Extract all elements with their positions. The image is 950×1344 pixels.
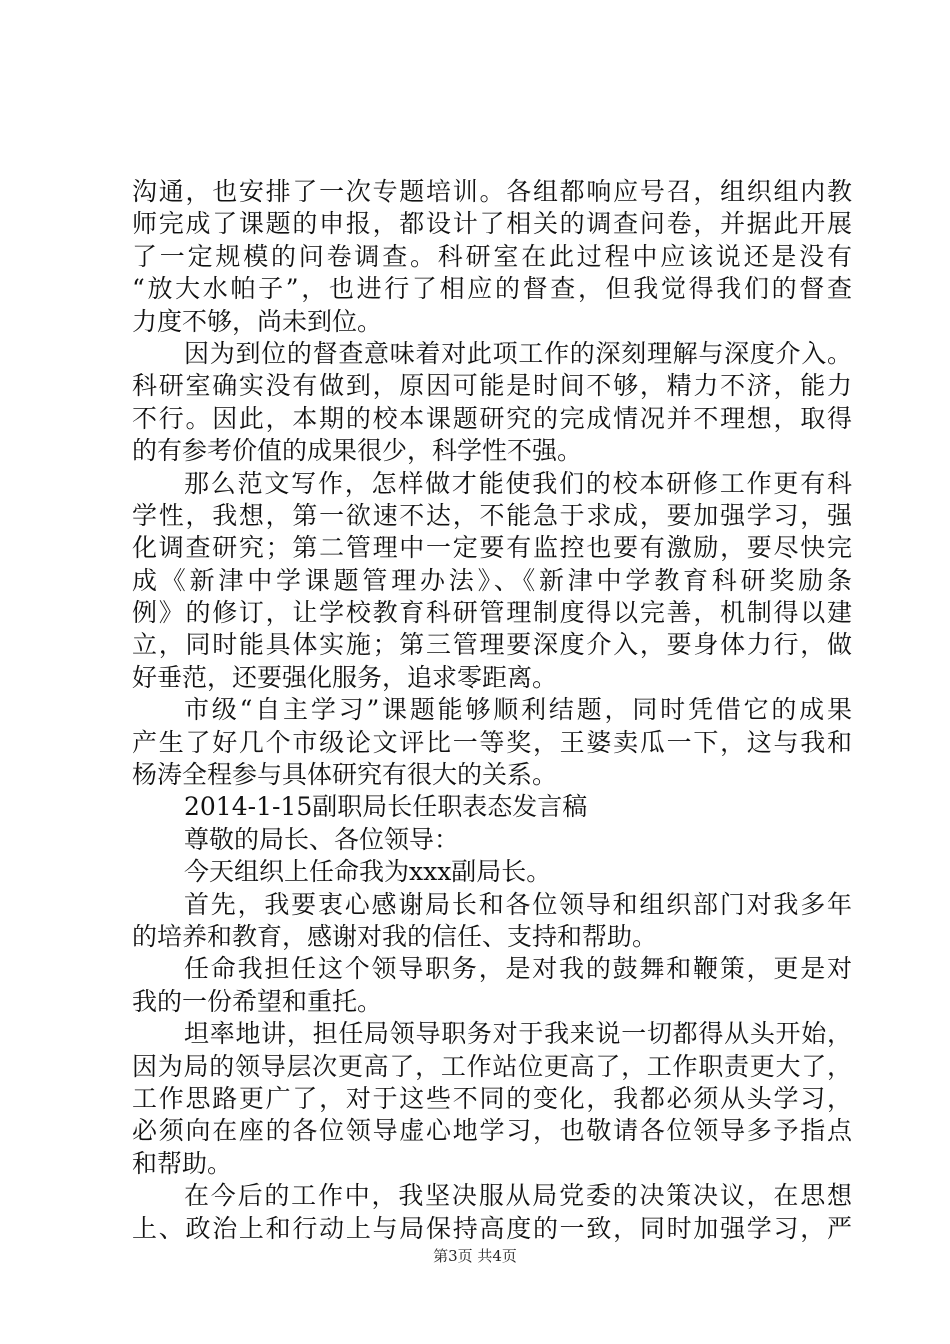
text-line: 例》的修订，让学校教育科研管理制度得以完善，机制得以建 bbox=[132, 598, 852, 628]
text-line: 因为局的领导层次更高了，工作站位更高了，工作职责更大了， bbox=[132, 1051, 852, 1081]
text-line: 工作思路更广了，对于这些不同的变化，我都必须从头学习， bbox=[132, 1083, 852, 1113]
text-line: 力度不够，尚未到位。 bbox=[132, 306, 383, 336]
text-line: 的培养和教育，感谢对我的信任、支持和帮助。 bbox=[132, 921, 658, 951]
text-line: 2014-1-15副职局长任职表态发言稿 bbox=[184, 792, 588, 822]
text-line: 沟通，也安排了一次专题培训。各组都响应号召，组织组内教 bbox=[132, 177, 852, 206]
text-line: 任命我担任这个领导职务，是对我的鼓舞和鞭策，更是对 bbox=[184, 954, 852, 984]
text-line: 师完成了课题的申报，都设计了相关的调查问卷，并据此开展 bbox=[132, 209, 852, 239]
text-line: 化调查研究；第二管理中一定要有监控也要有激励，要尽快完 bbox=[132, 533, 852, 563]
text-line: 杨涛全程参与具体研究有很大的关系。 bbox=[132, 760, 558, 790]
text-line: 的有参考价值的成果很少，科学性不强。 bbox=[132, 436, 583, 466]
text-line: 今天组织上任命我为xxx副局长。 bbox=[184, 857, 552, 887]
text-line: 首先，我要衷心感谢局长和各位领导和组织部门对我多年 bbox=[184, 889, 852, 919]
text-line: 学性，我想，第一欲速不达，不能急于求成，要加强学习，强 bbox=[132, 500, 852, 530]
text-line: 成《新津中学课题管理办法》、《新津中学教育科研奖励条 bbox=[132, 565, 852, 595]
text-line: 好垂范，还要强化服务，追求零距离。 bbox=[132, 662, 558, 692]
text-line: 在今后的工作中，我坚决服从局党委的决策决议，在思想 bbox=[184, 1181, 852, 1211]
text-line: 产生了好几个市级论文评比一等奖，王婆卖瓜一下，这与我和 bbox=[132, 727, 852, 757]
text-line: 和帮助。 bbox=[132, 1148, 233, 1178]
text-line: 了一定规模的问卷调查。科研室在此过程中应该说还是没有 bbox=[132, 241, 852, 271]
document-body bbox=[132, 176, 852, 1245]
text-line: 立，同时能具体实施；第三管理要深度介入，要身体力行，做 bbox=[132, 630, 852, 660]
page-footer: 第3页 共4页 bbox=[433, 1247, 517, 1265]
text-line: “放大水帕子”，也进行了相应的督查，但我觉得我们的督查 bbox=[132, 274, 852, 304]
text-line: 上、政治上和行动上与局保持高度的一致，同时加强学习，严 bbox=[132, 1213, 852, 1243]
text-line: 尊敬的局长、各位领导： bbox=[184, 824, 460, 854]
text-line: 必须向在座的各位领导虚心地学习，也敬请各位领导多予指点 bbox=[132, 1116, 852, 1146]
text-line: 那么范文写作，怎样做才能使我们的校本研修工作更有科 bbox=[184, 468, 852, 498]
text-line: 因为到位的督查意味着对此项工作的深刻理解与深度介入。 bbox=[184, 338, 852, 368]
text-line: 坦率地讲，担任局领导职务对于我来说一切都得从头开始， bbox=[184, 1019, 852, 1049]
text-line: 我的一份希望和重托。 bbox=[132, 986, 383, 1016]
text-line: 不行。因此，本期的校本课题研究的完成情况并不理想，取得 bbox=[132, 403, 852, 433]
text-line: 科研室确实没有做到，原因可能是时间不够，精力不济，能力 bbox=[132, 371, 852, 401]
text-line: 市级“自主学习”课题能够顺利结题，同时凭借它的成果 bbox=[184, 695, 852, 725]
